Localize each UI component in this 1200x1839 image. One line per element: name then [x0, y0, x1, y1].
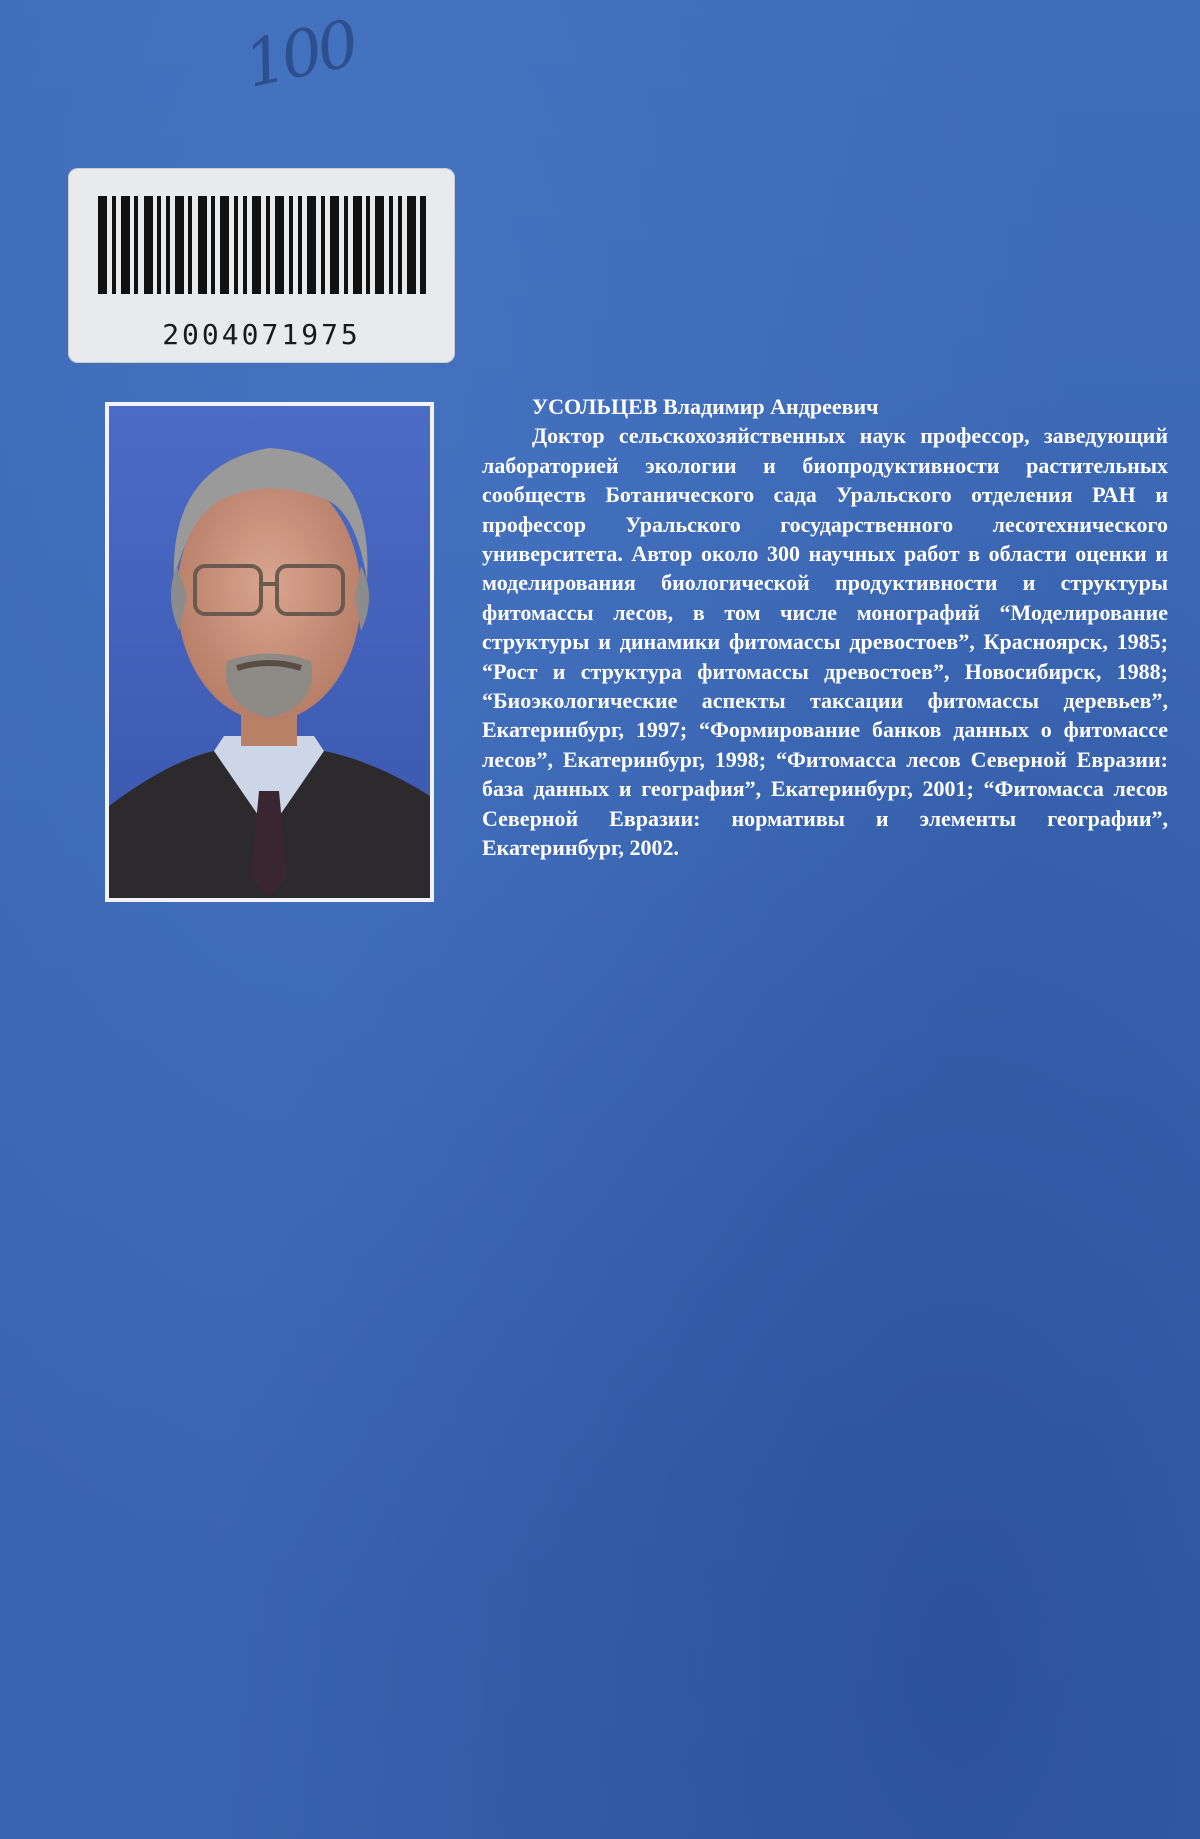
barcode-sticker — [68, 168, 455, 363]
barcode-icon — [98, 196, 426, 294]
author-bio-text: Доктор сельскохозяйственных наук профессор, заведующий лабораторией экологии и биопродуктивности растительных сообществ Ботанического сада Уральского отделения РАН и профессор Уральского государственного лесотехнического университета. Автор около 300 научных работ в области оценки и моделирования биологической продуктивности и структуры фитомассы лесов, в том числе монографий “Моделирование структуры и динамики фитомассы древостоев”, Красноярск, 1985; “Рост и структура фитомассы древостоев”, Новосибирск, 1988; “Биоэкологические аспекты таксации фитомассы деревьев”, Екатеринбург, 1997; “Формирование банков данных о фитомассе лесов”, Екатеринбург, 1998; “Фитомасса лесов Северной Евразии: база данных и география”, Екатеринбург, 2001; “Фитомасса лесов Северной Евразии: нормативы и элементы географии”, Екатеринбург, 2002. — [482, 423, 1168, 861]
author-photo — [105, 402, 434, 902]
handwritten-note: 100 — [238, 7, 362, 103]
author-portrait-image — [109, 406, 430, 898]
author-bio — [482, 392, 1168, 863]
author-name: УСОЛЬЦЕВ Владимир Андреевич — [532, 394, 879, 419]
barcode-number: 2004071975 — [162, 318, 361, 351]
